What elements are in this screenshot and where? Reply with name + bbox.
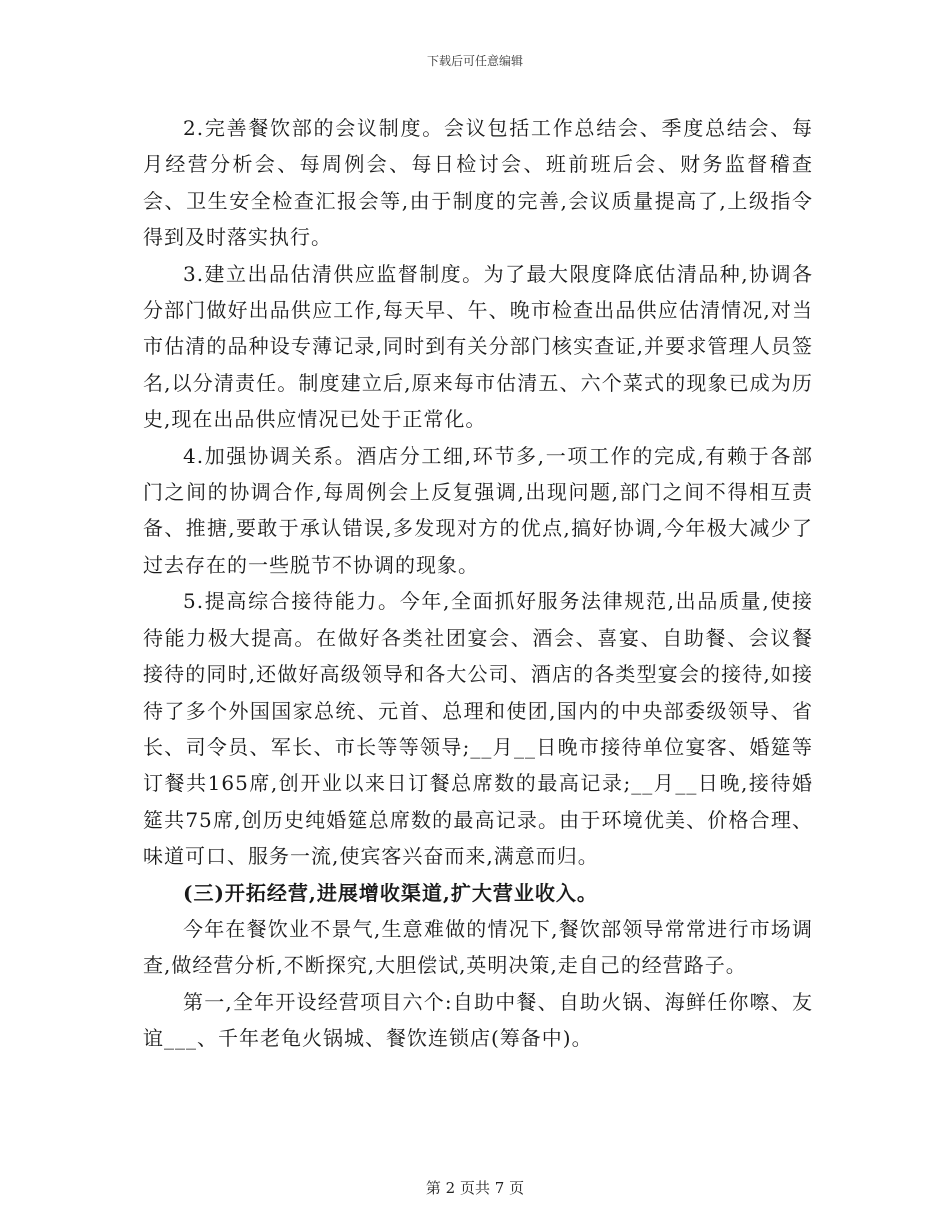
paragraph-coordination: 4.加强协调关系。酒店分工细,环节多,一项工作的完成,有赖于各部门之间的协调合作,每周例会上反复强调,出现问题,部门之间不得相互责备、推搪,要敢于承认错误,多发现对方的优点,搞好协调,今年极大减少了过去存在的一些脱节不协调的现象。 <box>143 443 813 577</box>
section-heading: (三)开拓经营,进展增收渠道,扩大营业收入。 <box>183 880 598 905</box>
paragraph-meeting-system: 2.完善餐饮部的会议制度。会议包括工作总结会、季度总结会、每月经营分析会、每周例会、每日检讨会、班前班后会、财务监督稽查会、卫生安全检查汇报会等,由于制度的完善,会议质量提高了,上级指令得到及时落实执行。 <box>143 116 813 250</box>
paragraph-reception-capacity: 5.提高综合接待能力。今年,全面抓好服务法律规范,出品质量,使接待能力极大提高。在做好各类社团宴会、酒会、喜宴、自助餐、会议餐接待的同时,还做好高级领导和各大公司、酒店的各类型宴会的接待,如接待了多个外国国家总统、元首、总理和使团,国内的中央部委级领导、省长、司令员、军长、市长等等领导;__月__日晚市接待单位宴客、婚筵等订餐共165席,创开业以来日订餐总席数的最高记录;__月__日晚,接待婚筵共75席,创历史纯婚筵总席数的最高记录。由于环境优美、价格合理、味道可口、服务一流,使宾客兴奋而来,满意而归。 <box>143 589 813 869</box>
page-number: 第 2 页共 7 页 <box>425 1179 525 1197</box>
page-header: 下载后可任意编辑 <box>426 54 523 68</box>
paragraph-market-research: 今年在餐饮业不景气,生意难做的情况下,餐饮部领导常常进行市场调查,做经营分析,不断探究,大胆偿试,英明决策,走自己的经营路子。 <box>143 916 813 978</box>
paragraph-supply-supervision: 3.建立出品估清供应监督制度。为了最大限度降底估清品种,协调各分部门做好出品供应工作,每天早、午、晚市检查出品供应估清情况,对当市估清的品种设专薄记录,同时到有关分部门核实查证,并要求管理人员签名,以分清责任。制度建立后,原来每市估清五、六个菜式的现象已成为历史,现在出品供应情况已处于正常化。 <box>143 261 813 432</box>
document-body <box>143 110 813 1057</box>
paragraph-business-projects: 第一,全年开设经营项目六个:自助中餐、自助火锅、海鲜任你嚓、友谊___、千年老龟火锅城、餐饮连锁店(筹备中)。 <box>143 989 813 1051</box>
